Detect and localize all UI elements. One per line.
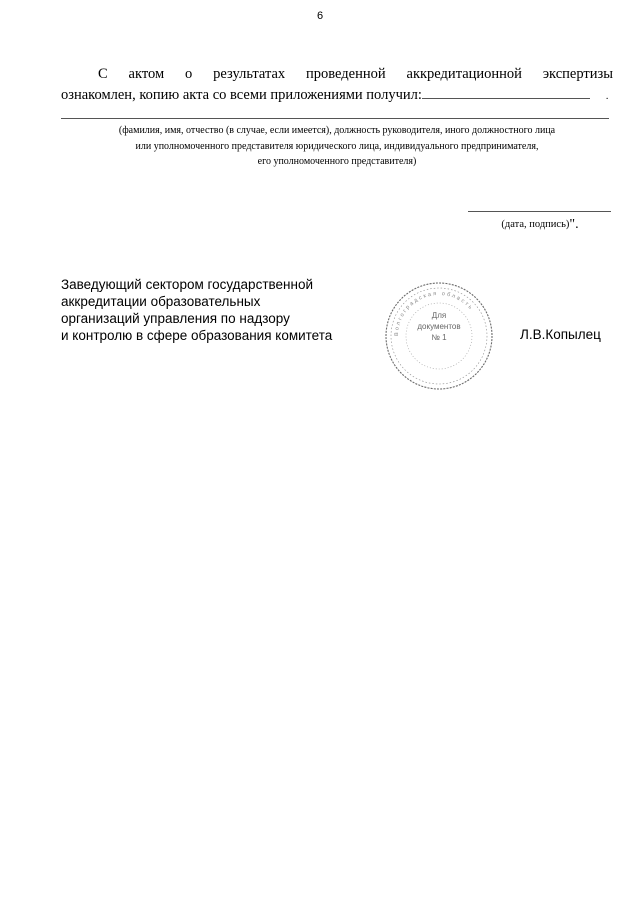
stamp-ring-text: Волгоградская область xyxy=(393,290,475,337)
date-caption-text: (дата, подпись) xyxy=(501,219,570,230)
end-mark: . xyxy=(605,91,609,102)
page-number: 6 xyxy=(316,10,324,22)
acknowledgement-line-2 xyxy=(61,85,613,107)
stamp-text-line-2: документов xyxy=(417,322,461,331)
acknowledgement-line-1: С актом о результатах проведенной аккредитационной экспертизы xyxy=(98,66,613,82)
position-line-3: организаций управления по надзору xyxy=(61,311,290,326)
name-caption-line-3: его уполномоченного представителя) xyxy=(257,156,417,167)
date-signature-caption xyxy=(470,217,610,233)
acknowledgement-paragraph xyxy=(61,64,613,107)
stamp-text-line-3: № 1 xyxy=(431,333,447,342)
position-line-2: аккредитации образовательных xyxy=(61,294,261,309)
name-caption-line-2: или уполномоченного представителя юридического лица, индивидуального предпринимателя, xyxy=(135,140,539,152)
name-field-caption xyxy=(61,123,613,170)
official-stamp xyxy=(383,280,495,392)
signer-name: Л.В.Копылец xyxy=(520,327,601,342)
signatory-position xyxy=(61,276,332,344)
signature-blank-line xyxy=(422,85,590,99)
position-line-4: и контролю в сфере образования комитета xyxy=(61,328,333,343)
name-field-rule xyxy=(61,118,609,119)
date-caption-closing: ". xyxy=(569,217,579,232)
date-signature-rule xyxy=(468,211,611,212)
name-caption-line-1: (фамилия, имя, отчество (в случае, если имеется), должность руководителя, иного должностного лица xyxy=(118,125,556,136)
stamp-text-line-1: Для xyxy=(431,311,447,320)
position-line-1: Заведующий сектором государственной xyxy=(61,277,313,292)
acknowledgement-line-2-text: ознакомлен, копию акта со всеми приложениями получил: xyxy=(61,87,422,103)
